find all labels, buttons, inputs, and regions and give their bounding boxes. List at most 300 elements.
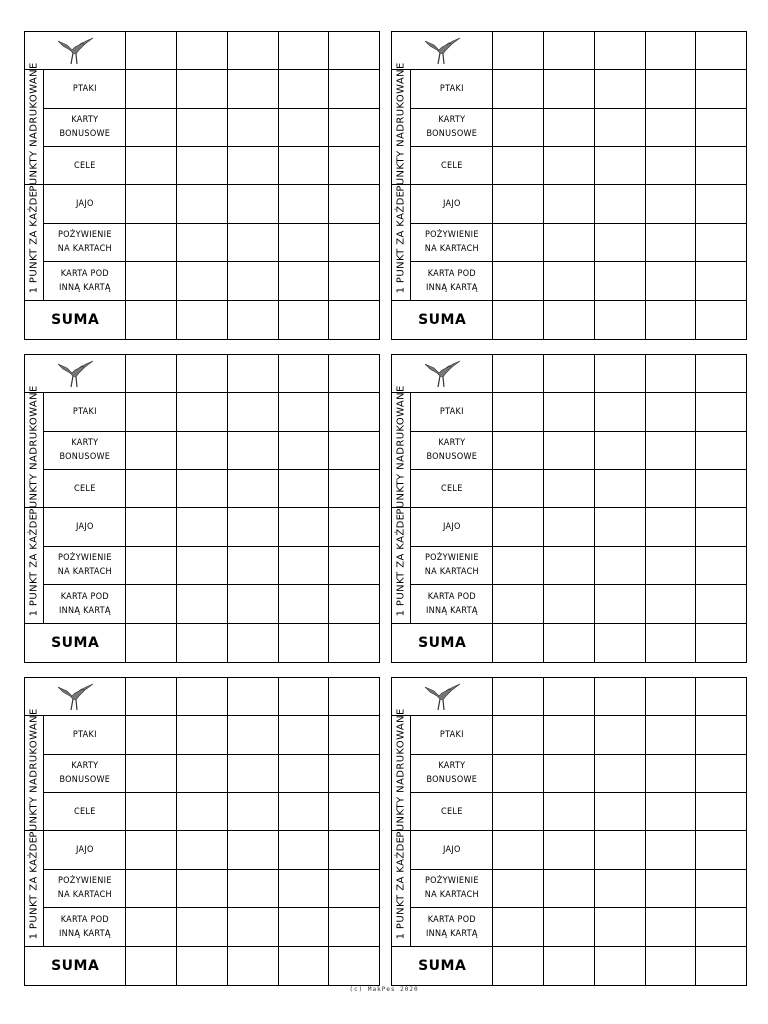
score-cell[interactable] xyxy=(278,108,329,146)
total-cell[interactable] xyxy=(493,946,544,985)
group-label-text: PUNKTY NADRUKOWANE xyxy=(28,385,40,516)
score-cell[interactable] xyxy=(696,108,747,146)
score-cell[interactable] xyxy=(544,585,595,623)
header-icon-cell xyxy=(392,355,493,393)
row-label-goals: CELE xyxy=(411,147,493,185)
score-cell[interactable] xyxy=(645,431,696,469)
score-cell[interactable] xyxy=(544,431,595,469)
player-score-cell[interactable] xyxy=(227,678,278,716)
score-cell[interactable] xyxy=(493,869,544,907)
score-cell[interactable] xyxy=(227,546,278,584)
group-label-text: 1 PUNKT ZA KAŻDE xyxy=(28,514,40,617)
score-cell[interactable] xyxy=(126,908,177,946)
score-cell[interactable] xyxy=(544,546,595,584)
group-label-printed-points xyxy=(25,62,44,193)
header-icon-cell xyxy=(392,32,493,70)
score-cell[interactable] xyxy=(645,470,696,508)
row-label-bonus-cards: KARTY BONUSOWE xyxy=(411,108,493,146)
score-cell[interactable] xyxy=(278,223,329,261)
total-cell[interactable] xyxy=(329,623,380,662)
score-cell[interactable] xyxy=(645,585,696,623)
score-cell[interactable] xyxy=(696,508,747,546)
row-label-bonus-cards: KARTY BONUSOWE xyxy=(411,754,493,792)
total-cell[interactable] xyxy=(645,623,696,662)
score-cell[interactable] xyxy=(329,869,380,907)
score-cell[interactable] xyxy=(544,262,595,300)
score-cell[interactable] xyxy=(227,262,278,300)
player-score-cell[interactable] xyxy=(696,355,747,393)
header-icon-cell xyxy=(25,678,126,716)
row-label-eggs: JAJO xyxy=(411,831,493,869)
score-cell[interactable] xyxy=(278,585,329,623)
score-cell[interactable] xyxy=(329,908,380,946)
group-label-one-point-each xyxy=(25,831,44,946)
score-cell[interactable] xyxy=(493,470,544,508)
score-cell[interactable] xyxy=(696,147,747,185)
group-label-text: PUNKTY NADRUKOWANE xyxy=(28,708,40,839)
score-cell[interactable] xyxy=(329,546,380,584)
row-label-food-on-cards: POŻYWIENIE NA KARTACH xyxy=(411,546,493,584)
total-cell[interactable] xyxy=(544,300,595,339)
score-cell[interactable] xyxy=(278,147,329,185)
score-cell[interactable] xyxy=(645,546,696,584)
player-score-cell[interactable] xyxy=(126,355,177,393)
score-table xyxy=(391,354,747,663)
player-score-cell[interactable] xyxy=(696,32,747,70)
score-cell[interactable] xyxy=(177,262,228,300)
score-cell[interactable] xyxy=(645,831,696,869)
score-cell[interactable] xyxy=(493,108,544,146)
score-cell[interactable] xyxy=(544,831,595,869)
score-cell[interactable] xyxy=(594,393,645,431)
score-cell[interactable] xyxy=(493,393,544,431)
score-cell[interactable] xyxy=(278,754,329,792)
score-cell[interactable] xyxy=(227,754,278,792)
score-cell[interactable] xyxy=(177,431,228,469)
score-cell[interactable] xyxy=(126,223,177,261)
score-cell[interactable] xyxy=(544,223,595,261)
total-cell[interactable] xyxy=(227,623,278,662)
score-cell[interactable] xyxy=(278,431,329,469)
total-cell[interactable] xyxy=(544,623,595,662)
total-cell[interactable] xyxy=(696,623,747,662)
score-cell[interactable] xyxy=(594,223,645,261)
score-cell[interactable] xyxy=(493,70,544,108)
score-cell[interactable] xyxy=(329,754,380,792)
score-cell[interactable] xyxy=(594,147,645,185)
group-label-one-point-each xyxy=(392,831,411,946)
score-cell[interactable] xyxy=(696,716,747,754)
score-cell[interactable] xyxy=(177,70,228,108)
group-label-one-point-each xyxy=(392,185,411,300)
group-label-text: 1 PUNKT ZA KAŻDE xyxy=(28,191,40,294)
score-cell[interactable] xyxy=(126,147,177,185)
score-cell[interactable] xyxy=(278,262,329,300)
group-label-printed-points xyxy=(25,385,44,516)
player-score-cell[interactable] xyxy=(177,32,228,70)
score-cell[interactable] xyxy=(544,716,595,754)
score-cell[interactable] xyxy=(329,470,380,508)
score-cell[interactable] xyxy=(177,470,228,508)
score-cell[interactable] xyxy=(696,470,747,508)
total-cell[interactable] xyxy=(227,300,278,339)
score-cell[interactable] xyxy=(126,793,177,831)
score-cell[interactable] xyxy=(329,508,380,546)
score-cell[interactable] xyxy=(544,793,595,831)
score-cell[interactable] xyxy=(329,831,380,869)
group-label-printed-points xyxy=(392,385,411,516)
score-cell[interactable] xyxy=(278,908,329,946)
group-label-printed-points xyxy=(392,708,411,839)
total-cell[interactable] xyxy=(696,946,747,985)
score-cell[interactable] xyxy=(696,262,747,300)
total-label: SUMA xyxy=(392,946,493,985)
player-score-cell[interactable] xyxy=(278,355,329,393)
score-cell[interactable] xyxy=(696,546,747,584)
score-cell[interactable] xyxy=(696,223,747,261)
score-cell[interactable] xyxy=(696,869,747,907)
score-cell[interactable] xyxy=(126,585,177,623)
score-cell[interactable] xyxy=(645,508,696,546)
score-cell[interactable] xyxy=(594,470,645,508)
group-label-text: PUNKTY NADRUKOWANE xyxy=(395,62,407,193)
score-cell[interactable] xyxy=(493,546,544,584)
score-cell[interactable] xyxy=(594,831,645,869)
group-label-one-point-each xyxy=(392,508,411,623)
score-cell[interactable] xyxy=(227,585,278,623)
player-score-cell[interactable] xyxy=(278,678,329,716)
row-label-food-on-cards: POŻYWIENIE NA KARTACH xyxy=(411,869,493,907)
row-label-bonus-cards: KARTY BONUSOWE xyxy=(44,754,126,792)
score-cell[interactable] xyxy=(329,793,380,831)
score-cell[interactable] xyxy=(126,470,177,508)
score-cell[interactable] xyxy=(177,108,228,146)
player-score-cell[interactable] xyxy=(544,678,595,716)
score-cell[interactable] xyxy=(645,223,696,261)
player-score-cell[interactable] xyxy=(329,678,380,716)
total-cell[interactable] xyxy=(594,623,645,662)
score-cell[interactable] xyxy=(696,393,747,431)
score-cell[interactable] xyxy=(278,546,329,584)
score-cell[interactable] xyxy=(329,585,380,623)
score-cell[interactable] xyxy=(493,585,544,623)
total-cell[interactable] xyxy=(696,300,747,339)
player-score-cell[interactable] xyxy=(126,678,177,716)
player-score-cell[interactable] xyxy=(278,32,329,70)
score-cell[interactable] xyxy=(126,508,177,546)
score-cell[interactable] xyxy=(696,754,747,792)
score-cell[interactable] xyxy=(278,793,329,831)
score-cell[interactable] xyxy=(493,716,544,754)
score-cell[interactable] xyxy=(177,393,228,431)
row-label-bonus-cards: KARTY BONUSOWE xyxy=(44,108,126,146)
score-cell[interactable] xyxy=(177,223,228,261)
score-cell[interactable] xyxy=(544,147,595,185)
group-label-one-point-each xyxy=(25,508,44,623)
total-cell[interactable] xyxy=(126,623,177,662)
score-cell[interactable] xyxy=(594,262,645,300)
score-cell[interactable] xyxy=(696,431,747,469)
row-label-birds: PTAKI xyxy=(44,393,126,431)
score-cell[interactable] xyxy=(544,470,595,508)
score-cell[interactable] xyxy=(227,470,278,508)
score-cell[interactable] xyxy=(645,70,696,108)
score-cell[interactable] xyxy=(177,147,228,185)
group-label-text: PUNKTY NADRUKOWANE xyxy=(395,385,407,516)
score-cell[interactable] xyxy=(278,869,329,907)
score-cell[interactable] xyxy=(126,108,177,146)
score-cell[interactable] xyxy=(126,754,177,792)
player-score-cell[interactable] xyxy=(177,678,228,716)
header-icon-cell xyxy=(25,32,126,70)
group-label-text: 1 PUNKT ZA KAŻDE xyxy=(395,191,407,294)
score-cell[interactable] xyxy=(329,108,380,146)
total-label: SUMA xyxy=(392,300,493,339)
score-cell[interactable] xyxy=(645,869,696,907)
score-cell[interactable] xyxy=(177,716,228,754)
score-cell[interactable] xyxy=(493,908,544,946)
group-label-text: 1 PUNKT ZA KAŻDE xyxy=(395,514,407,617)
score-cell[interactable] xyxy=(177,869,228,907)
score-cell[interactable] xyxy=(594,869,645,907)
row-label-goals: CELE xyxy=(44,470,126,508)
score-cell[interactable] xyxy=(177,831,228,869)
score-cell[interactable] xyxy=(544,185,595,223)
score-cell[interactable] xyxy=(278,508,329,546)
score-cell[interactable] xyxy=(329,223,380,261)
score-cell[interactable] xyxy=(177,793,228,831)
score-cell[interactable] xyxy=(594,546,645,584)
score-cell[interactable] xyxy=(645,716,696,754)
score-cell[interactable] xyxy=(696,908,747,946)
player-score-cell[interactable] xyxy=(329,355,380,393)
score-cell[interactable] xyxy=(544,70,595,108)
score-cell[interactable] xyxy=(126,431,177,469)
score-cell[interactable] xyxy=(329,147,380,185)
score-cell[interactable] xyxy=(544,393,595,431)
score-cell[interactable] xyxy=(696,831,747,869)
score-cell[interactable] xyxy=(278,831,329,869)
player-score-cell[interactable] xyxy=(329,32,380,70)
score-cell[interactable] xyxy=(493,508,544,546)
score-cell[interactable] xyxy=(594,108,645,146)
score-cell[interactable] xyxy=(227,908,278,946)
score-cell[interactable] xyxy=(645,108,696,146)
score-cell[interactable] xyxy=(544,108,595,146)
score-cell[interactable] xyxy=(493,185,544,223)
score-cell[interactable] xyxy=(696,70,747,108)
score-cell[interactable] xyxy=(126,393,177,431)
score-cell[interactable] xyxy=(177,508,228,546)
score-cell[interactable] xyxy=(645,793,696,831)
score-cell[interactable] xyxy=(329,393,380,431)
score-cell[interactable] xyxy=(594,508,645,546)
row-label-bonus-cards: KARTY BONUSOWE xyxy=(44,431,126,469)
score-cell[interactable] xyxy=(594,716,645,754)
score-cell[interactable] xyxy=(227,223,278,261)
score-cell[interactable] xyxy=(227,831,278,869)
player-score-cell[interactable] xyxy=(645,355,696,393)
score-cell[interactable] xyxy=(227,185,278,223)
score-cell[interactable] xyxy=(645,147,696,185)
total-cell[interactable] xyxy=(645,946,696,985)
score-cell[interactable] xyxy=(126,546,177,584)
scorecard-sheet xyxy=(391,31,747,340)
total-cell[interactable] xyxy=(329,946,380,985)
score-cell[interactable] xyxy=(177,754,228,792)
score-cell[interactable] xyxy=(594,754,645,792)
score-cell[interactable] xyxy=(227,793,278,831)
score-cell[interactable] xyxy=(493,831,544,869)
score-cell[interactable] xyxy=(594,431,645,469)
row-label-birds: PTAKI xyxy=(44,70,126,108)
score-cell[interactable] xyxy=(278,185,329,223)
score-cell[interactable] xyxy=(126,185,177,223)
score-cell[interactable] xyxy=(177,546,228,584)
total-cell[interactable] xyxy=(278,946,329,985)
score-cell[interactable] xyxy=(227,393,278,431)
total-cell[interactable] xyxy=(177,623,228,662)
score-cell[interactable] xyxy=(329,716,380,754)
player-score-cell[interactable] xyxy=(227,32,278,70)
total-cell[interactable] xyxy=(177,946,228,985)
score-cell[interactable] xyxy=(594,585,645,623)
total-cell[interactable] xyxy=(329,300,380,339)
total-cell[interactable] xyxy=(594,946,645,985)
score-cell[interactable] xyxy=(227,431,278,469)
score-cell[interactable] xyxy=(594,70,645,108)
row-label-goals: CELE xyxy=(411,793,493,831)
total-cell[interactable] xyxy=(177,300,228,339)
player-score-cell[interactable] xyxy=(493,678,544,716)
score-cell[interactable] xyxy=(126,869,177,907)
scorecard-sheet xyxy=(391,354,747,663)
score-cell[interactable] xyxy=(329,70,380,108)
total-cell[interactable] xyxy=(126,946,177,985)
player-score-cell[interactable] xyxy=(645,32,696,70)
row-label-bonus-cards: KARTY BONUSOWE xyxy=(411,431,493,469)
score-cell[interactable] xyxy=(544,754,595,792)
player-score-cell[interactable] xyxy=(544,32,595,70)
score-cell[interactable] xyxy=(594,185,645,223)
score-cell[interactable] xyxy=(493,431,544,469)
score-cell[interactable] xyxy=(645,262,696,300)
score-cell[interactable] xyxy=(696,185,747,223)
score-cell[interactable] xyxy=(493,223,544,261)
player-score-cell[interactable] xyxy=(544,355,595,393)
score-table xyxy=(24,354,380,663)
score-cell[interactable] xyxy=(493,147,544,185)
total-cell[interactable] xyxy=(493,300,544,339)
score-cell[interactable] xyxy=(544,508,595,546)
total-cell[interactable] xyxy=(278,623,329,662)
score-cell[interactable] xyxy=(645,754,696,792)
row-label-eggs: JAJO xyxy=(411,185,493,223)
total-cell[interactable] xyxy=(126,300,177,339)
score-cell[interactable] xyxy=(227,716,278,754)
score-cell[interactable] xyxy=(177,185,228,223)
score-cell[interactable] xyxy=(126,70,177,108)
score-cell[interactable] xyxy=(329,431,380,469)
player-score-cell[interactable] xyxy=(493,355,544,393)
row-label-food-on-cards: POŻYWIENIE NA KARTACH xyxy=(44,869,126,907)
player-score-cell[interactable] xyxy=(493,32,544,70)
total-cell[interactable] xyxy=(227,946,278,985)
row-label-tucked-cards: KARTA POD INNĄ KARTĄ xyxy=(44,585,126,623)
bird-icon xyxy=(422,680,462,714)
score-cell[interactable] xyxy=(544,908,595,946)
score-cell[interactable] xyxy=(126,831,177,869)
player-score-cell[interactable] xyxy=(227,355,278,393)
player-score-cell[interactable] xyxy=(696,678,747,716)
total-cell[interactable] xyxy=(544,946,595,985)
score-cell[interactable] xyxy=(227,108,278,146)
score-cell[interactable] xyxy=(278,70,329,108)
row-label-tucked-cards: KARTA POD INNĄ KARTĄ xyxy=(411,908,493,946)
player-score-cell[interactable] xyxy=(594,32,645,70)
bird-icon xyxy=(55,34,95,68)
score-cell[interactable] xyxy=(126,262,177,300)
score-cell[interactable] xyxy=(227,70,278,108)
group-label-text: 1 PUNKT ZA KAŻDE xyxy=(28,837,40,940)
player-score-cell[interactable] xyxy=(126,32,177,70)
total-label: SUMA xyxy=(25,946,126,985)
score-cell[interactable] xyxy=(594,908,645,946)
score-cell[interactable] xyxy=(227,869,278,907)
player-score-cell[interactable] xyxy=(645,678,696,716)
score-cell[interactable] xyxy=(227,147,278,185)
score-cell[interactable] xyxy=(329,262,380,300)
score-cell[interactable] xyxy=(278,393,329,431)
score-cell[interactable] xyxy=(594,793,645,831)
group-label-printed-points xyxy=(25,708,44,839)
group-label-one-point-each xyxy=(25,185,44,300)
score-cell[interactable] xyxy=(177,908,228,946)
bird-icon xyxy=(55,680,95,714)
score-cell[interactable] xyxy=(645,393,696,431)
score-cell[interactable] xyxy=(126,716,177,754)
score-cell[interactable] xyxy=(227,508,278,546)
player-score-cell[interactable] xyxy=(594,355,645,393)
row-label-goals: CELE xyxy=(411,470,493,508)
total-cell[interactable] xyxy=(493,623,544,662)
score-cell[interactable] xyxy=(278,470,329,508)
player-score-cell[interactable] xyxy=(177,355,228,393)
total-label: SUMA xyxy=(25,300,126,339)
score-cell[interactable] xyxy=(645,908,696,946)
scorecard-sheet xyxy=(24,677,380,986)
score-cell[interactable] xyxy=(493,262,544,300)
bird-icon xyxy=(55,357,95,391)
score-cell[interactable] xyxy=(696,793,747,831)
score-cell[interactable] xyxy=(177,585,228,623)
total-cell[interactable] xyxy=(645,300,696,339)
score-cell[interactable] xyxy=(544,869,595,907)
score-cell[interactable] xyxy=(645,185,696,223)
total-cell[interactable] xyxy=(594,300,645,339)
score-cell[interactable] xyxy=(696,585,747,623)
score-cell[interactable] xyxy=(278,716,329,754)
group-label-text: PUNKTY NADRUKOWANE xyxy=(395,708,407,839)
total-cell[interactable] xyxy=(278,300,329,339)
score-table xyxy=(391,677,747,986)
row-label-eggs: JAJO xyxy=(44,185,126,223)
score-cell[interactable] xyxy=(493,793,544,831)
row-label-birds: PTAKI xyxy=(411,70,493,108)
score-cell[interactable] xyxy=(493,754,544,792)
player-score-cell[interactable] xyxy=(594,678,645,716)
score-cell[interactable] xyxy=(329,185,380,223)
